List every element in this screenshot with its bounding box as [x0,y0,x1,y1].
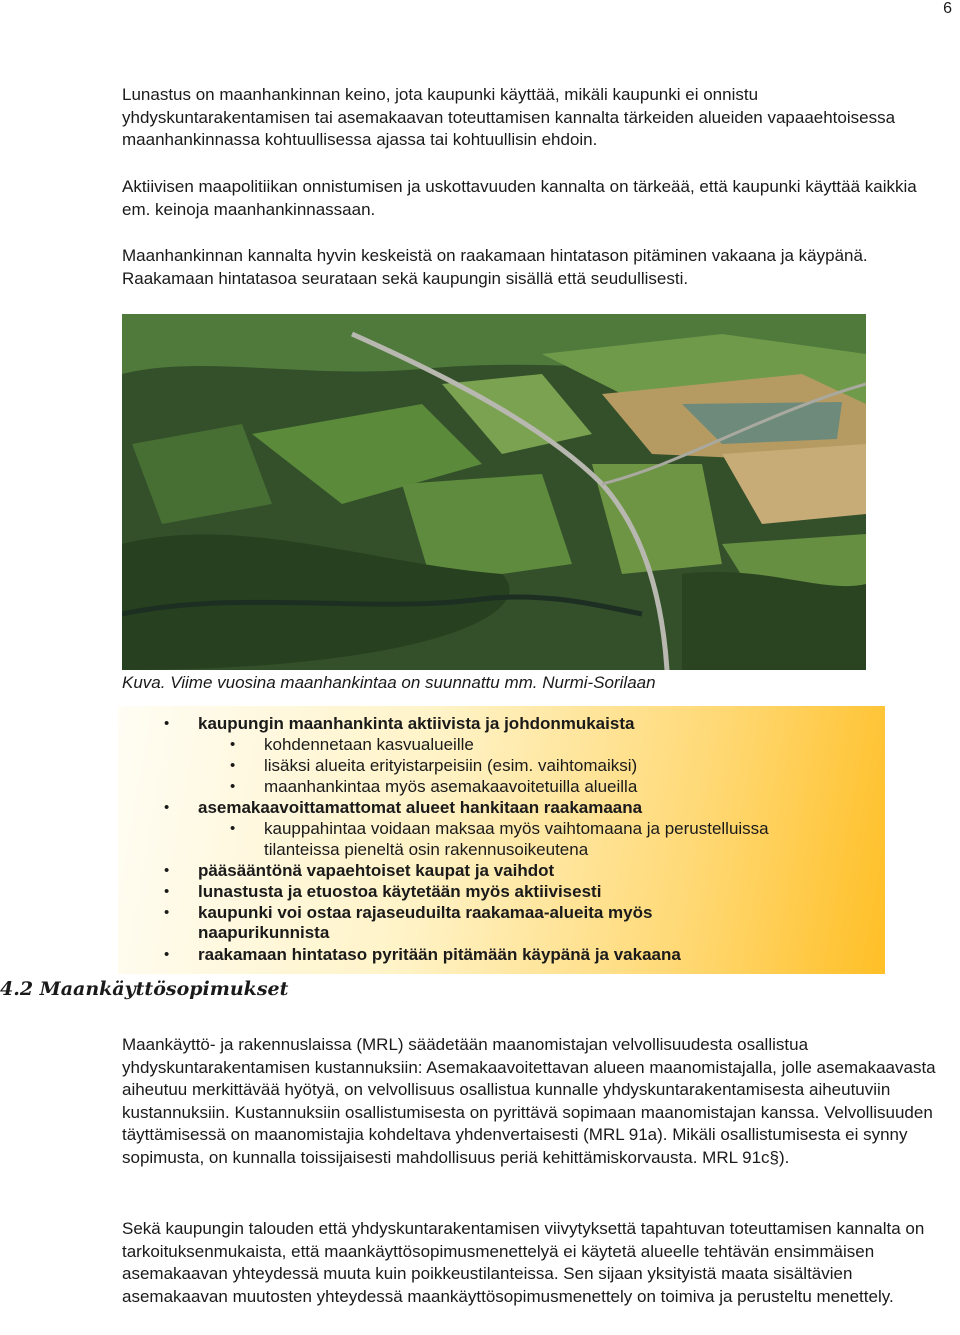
summary-line-continuation: naapurikunnista [198,923,330,942]
aerial-landscape-photo [122,314,866,670]
aerial-landscape-illustration [122,314,866,670]
paragraph-maankayttosopimusmenettely: Sekä kaupungin talouden että yhdyskuntarakentamisen viivytyksettä tapahtuvan toteuttamisen kannalta on tarkoituksenmukaista, että maankäyttösopimusmenettelyä ei käytetä alueelle tehtävän ensimmäisen asemakaavan yhteydessä muuta kuin poikkeustilanteissa. Sen sijaan yksityistä maata sisältävien asemakaavan muutosten yhteydessä maankäyttösopimusmenettely on toimiva ja perusteltu menettely. [122,1219,925,1306]
summary-subline: kohdennetaan kasvualueille [264,735,474,754]
bullet-icon: • [230,778,236,795]
paragraph-aktiivinen-maapolitiikka: Aktiivisen maapolitiikan onnistumisen ja uskottavuuden kannalta on tärkeää, että kaupunki käyttää kaikkia em. keinoja maanhankinnassaan. [122,177,917,219]
summary-subline: kauppahintaa voidaan maksaa myös vaihtomaana ja perustelluissa [264,819,769,838]
bullet-icon: • [164,862,170,879]
page-number: 6 [943,0,952,17]
bullet-icon: • [230,757,236,774]
paragraph-raakamaan-hintataso: Maanhankinnan kannalta hyvin keskeistä on raakamaan hintatason pitäminen vakaana ja käypänä. Raakamaan hintatasoa seurataan sekä kaupungin sisällä että seudullisesti. [122,246,868,288]
summary-line: pääsääntönä vapaehtoiset kaupat ja vaihdot [198,861,555,880]
bullet-icon: • [164,946,170,963]
summary-line: lunastusta ja etuostoa käytetään myös aktiivisesti [198,882,602,901]
bullet-icon: • [164,883,170,900]
summary-line: kaupungin maanhankinta aktiivista ja johdonmukaista [198,714,635,733]
summary-line: asemakaavoittamattomat alueet hankitaan raakamaana [198,798,643,817]
section-heading: 4.2 Maankäyttösopimukset [0,978,289,1000]
summary-line: kaupunki voi ostaa rajaseuduilta raakamaa-alueita myös [198,903,653,922]
paragraph-lunastus: Lunastus on maanhankinnan keino, jota kaupunki käyttää, mikäli kaupunki ei onnistu yhdyskuntarakentamisen tai asemakaavan toteuttamisen kannalta tärkeiden alueiden vapaaehtoisessa maanhankinnassa kohtuullisessa ajassa tai kohtuullisin ehdoin. [122,85,896,149]
paragraph-mrl-maankayttosopimus: Maankäyttö- ja rakennuslaissa (MRL) säädetään maanomistajan velvollisuudesta osallistua yhdyskuntarakentamisen kustannuksiin: Asemakaavoitettavan alueen maanomistajalla, jolle asemakaavasta aiheutuu merkittävää hyötyä, on velvollisuus osallistua kunnalle yhdyskuntarakentamisesta aiheutuviin kustannuksiin. Kustannuksiin osallistumisesta on pyrittävä sopimaan maanomistajan kanssa. Velvollisuuden täyttämisessä on maanomistajia kohdeltava yhdenvertaisesti (MRL 91a). Mikäli osallistumisesta ei synny sopimusta, on kunnalla toissijaisesti mahdollisuus periä kehittämiskorvausta. MRL 91c§). [122,1035,936,1167]
summary-subline-continuation: tilanteissa pieneltä osin rakennusoikeutena [264,840,589,859]
summary-subline: lisäksi alueita erityistarpeisiin (esim. vaihtomaiksi) [264,756,638,775]
photo-caption: Kuva. Viime vuosina maanhankintaa on suunnattu mm. Nurmi-Sorilaan [122,673,656,692]
bullet-icon: • [230,820,236,837]
bullet-icon: • [164,904,170,921]
bullet-icon: • [164,715,170,732]
bullet-icon: • [230,736,236,753]
summary-subline: maanhankintaa myös asemakaavoitetuilla alueilla [264,777,638,796]
bullet-icon: • [164,799,170,816]
summary-line: raakamaan hintataso pyritään pitämään käypänä ja vakaana [198,945,681,964]
